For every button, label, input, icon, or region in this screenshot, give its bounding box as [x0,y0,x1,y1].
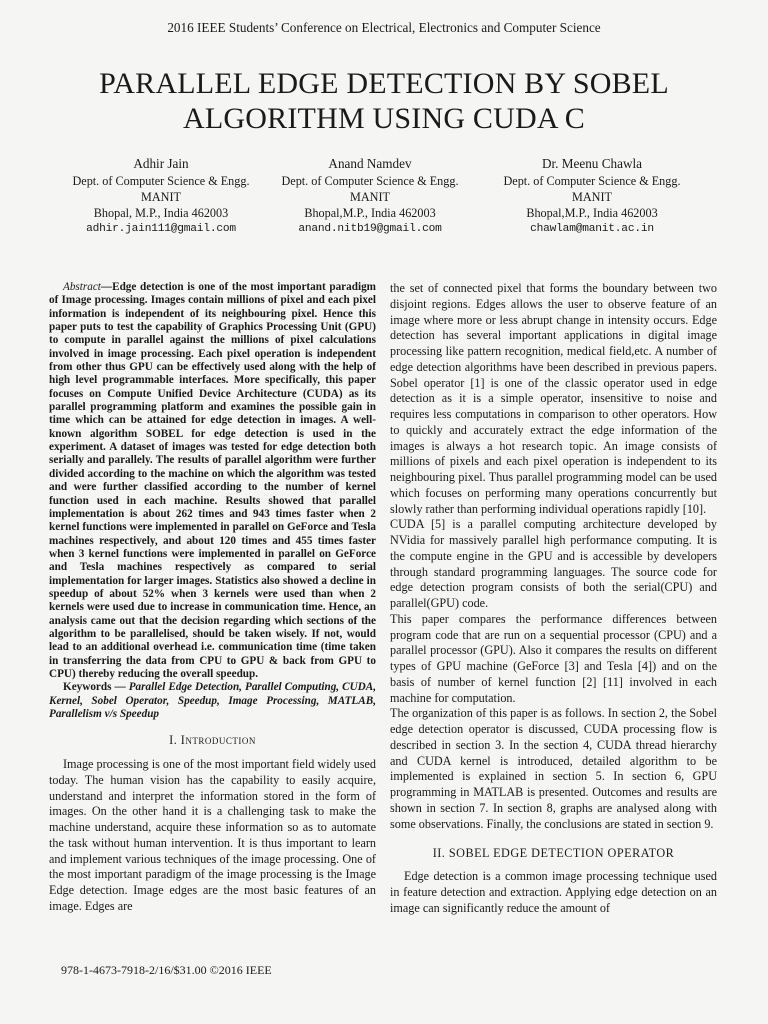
author-email: adhir.jain111@gmail.com [86,223,236,235]
author-card [41,156,281,237]
keywords [49,681,376,721]
author-card [250,156,490,237]
left-column [49,281,376,915]
section-heading [49,733,376,749]
abstract-text: —Edge detection is one of the most important paradigm of Image processing. Images contain millions of pixel and each pixel information is independent of its neighbouring pixel. Hence this paper puts to test the capability of Graphics Processing Unit (GPU) to compute in parallel against the millions of pixel calculations involved in image processing. Each pixel operation is independent from other thus GPU can be effectively used along with the help of high level programmable interfaces. More specifically, this paper focuses on Compute Unified Device Architecture (CUDA) as its parallel programming platform and examines the possible gain in time which can be attained for edge detection in images. A well-known algorithm SOBEL for edge detection is used in the experiment. A dataset of images was tested for edge detection both serially and parallely. The results of parallel algorithm were further divided according to the machine on which the algorithm was tested and were further classified according to the number of kernel function used in each machine. Results showed that parallel implementation is about 262 times and 943 times faster when 2 kernel functions were implemented in parallel on GeForce and Tesla machines respectively, and about 120 times and 455 times faster when 3 kernel functions were implemented in parallel on GeForce and Tesla machines respectively as compared to serial implementation for larger images. Statistics also showed a decline in speedup of about 52% when 3 kernels were used than when 2 kernels were used due to increase in communication time. Hence, an analysis came out that the decision regarding which sections of the algorithm to be parallelised, should be taken wisely. If not, would lead to an additional overhead i.e. communication time (time taken in transferring the data from CPU to GPU & back from GPU to CPU) thereby reducing the overall speedup. [49,281,376,680]
author-addr: Bhopal,M.P., India 462003 [526,206,658,220]
section-heading [390,846,717,862]
body-paragraph: the set of connected pixel that forms the boundary between two disjoint regions. Edges allows the user to observe feature of an image where more or less abrupt change in intensity occurs. Edge detection has several important applications in digital image processing like pattern recognition, medical field,etc. A number of edge detection algorithms have been described in previous papers. Sobel operator [1] is one of the classic operator used in edge detection as it is a simple operator, insensitive to noise and requires less computations in comparison to other operators. How to quickly and accurately extract the edge information of the images is always a hot research topic. An image consists of millions of pixels and each pixel operation is independent to its neighbouring pixel. Thus parallel programming model can be used which focuses on performing many operations concurrently but slowly rather than performing individual operations rapidly [10]. [390,281,717,516]
keywords-text: Parallel Edge Detection, Parallel Computing, CUDA, Kernel, Sobel Operator, Speedup, Image Processing, MATLAB, Parallelism v/s Speedup [49,681,376,720]
section-title: Introduction [180,733,256,748]
section-number: II. [432,846,449,861]
author-inst: MANIT [350,190,390,204]
footer-copyright: 978-1-4673-7918-2/16/$31.00 ©2016 IEEE [61,963,272,977]
author-dept: Dept. of Computer Science & Engg. [503,174,681,188]
keywords-label: Keywords — [63,681,129,694]
author-card [472,156,712,237]
conference-header: 2016 IEEE Students’ Conference on Electrical, Electronics and Computer Science [167,20,601,35]
body-paragraph: The organization of this paper is as follows. In section 2, the Sobel edge detection operator is discussed, CUDA processing flow is described in section 3. In the section 4, CUDA thread hierarchy and CUDA kernel is introduced, detailed algorithm to be implemented is explained in section 5. In section 6, GPU programming in MATLAB is presented. Outcomes and results are shown in section 7. In section 8, graphs are analysed along with some observations. Finally, the conclusions are stated in section 9. [390,706,717,831]
author-name: Adhir Jain [133,156,189,171]
section-title: SOBEL EDGE DETECTION OPERATOR [448,846,675,861]
abstract [49,281,376,681]
author-email: anand.nitb19@gmail.com [298,223,442,235]
author-inst: MANIT [141,190,181,204]
author-addr: Bhopal,M.P., India 462003 [304,206,436,220]
abstract-label: Abstract [63,281,101,293]
author-inst: MANIT [572,190,612,204]
author-email: chawlam@manit.ac.in [530,223,654,235]
author-name: Dr. Meenu Chawla [542,156,642,171]
right-column [390,281,717,916]
body-paragraph: CUDA [5] is a parallel computing architecture developed by NVidia for massively parallel high performance computing. It is the compute engine in the GPU and is accessible by developers through standard programming languages. The source code for edge detection program consists of both the serial(CPU) and parallel(GPU) code. [390,517,717,610]
author-name: Anand Namdev [328,156,412,171]
body-paragraph: Edge detection is a common image processing technique used in feature detection and extraction. Applying edge detection on an image can significantly reduce the amount of [390,869,717,915]
author-addr: Bhopal, M.P., India 462003 [93,206,229,220]
author-dept: Dept. of Computer Science & Engg. [72,174,250,188]
section-number: I. [169,733,181,748]
paper-title: PARALLEL EDGE DETECTION BY SOBEL ALGORITHM USING CUDA C [99,67,669,135]
body-paragraph: This paper compares the performance differences between program code that are run on a sequential processor (CPU) and a parallel processor (GPU). Also it compares the results on different types of GPU machine (GeForce [3] and Tesla [4]) and on the basis of number of kernel function [2] [11] involved in each machine for computation. [390,611,717,705]
intro-paragraph: Image processing is one of the most important field widely used today. The human vision has the capability to easily acquire, understand and interpret the information stored in the form of images. On the other hand it is a challenging task to make the machine understand, acquire these information so as to automate the task without human intervention. It is thus important to learn and implement various techniques of the image processing. One of the most important paradigm of the image processing is the Image Edge detection. Image edges are the most basic features of an image. Edges are [49,757,376,913]
author-dept: Dept. of Computer Science & Engg. [281,174,459,188]
